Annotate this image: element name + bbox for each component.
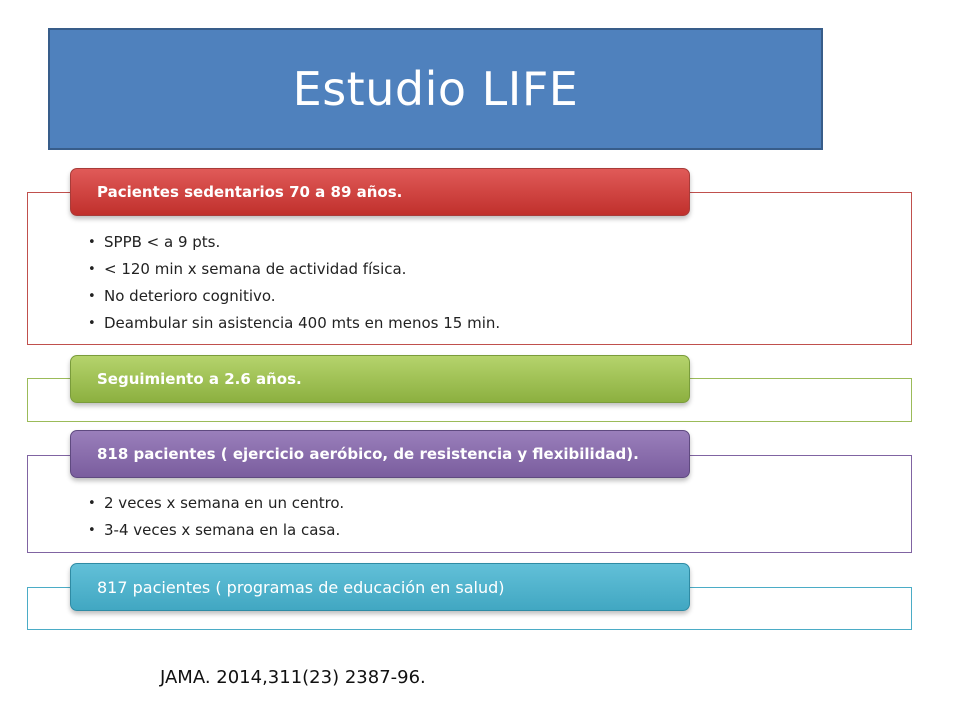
- bullet-item: • 2 veces x semana en un centro.: [104, 490, 911, 517]
- bullet-icon: •: [88, 262, 96, 277]
- title-box: [48, 28, 823, 150]
- section-header-1: Pacientes sedentarios 70 a 89 años.: [70, 168, 690, 216]
- bullet-item: • 3-4 veces x semana en la casa.: [104, 517, 911, 544]
- section-header-2: Seguimiento a 2.6 años.: [70, 355, 690, 403]
- bullet-item: • No deterioro cognitivo.: [104, 283, 911, 310]
- section-header-4: 817 pacientes ( programas de educación en salud): [70, 563, 690, 611]
- section-header-3: 818 pacientes ( ejercicio aeróbico, de resistencia y flexibilidad).: [70, 430, 690, 478]
- bullet-item: • < 120 min x semana de actividad física.: [104, 256, 911, 283]
- bullet-icon: •: [88, 235, 96, 250]
- slide-title: Estudio LIFE: [292, 62, 579, 116]
- bullet-icon: •: [88, 496, 96, 511]
- citation: JAMA. 2014,311(23) 2387-96.: [160, 667, 426, 688]
- bullet-icon: •: [88, 523, 96, 538]
- bullet-icon: •: [88, 289, 96, 304]
- bullet-item: • SPPB < a 9 pts.: [104, 229, 911, 256]
- bullet-item: • Deambular sin asistencia 400 mts en menos 15 min.: [104, 310, 911, 337]
- bullet-icon: •: [88, 316, 96, 331]
